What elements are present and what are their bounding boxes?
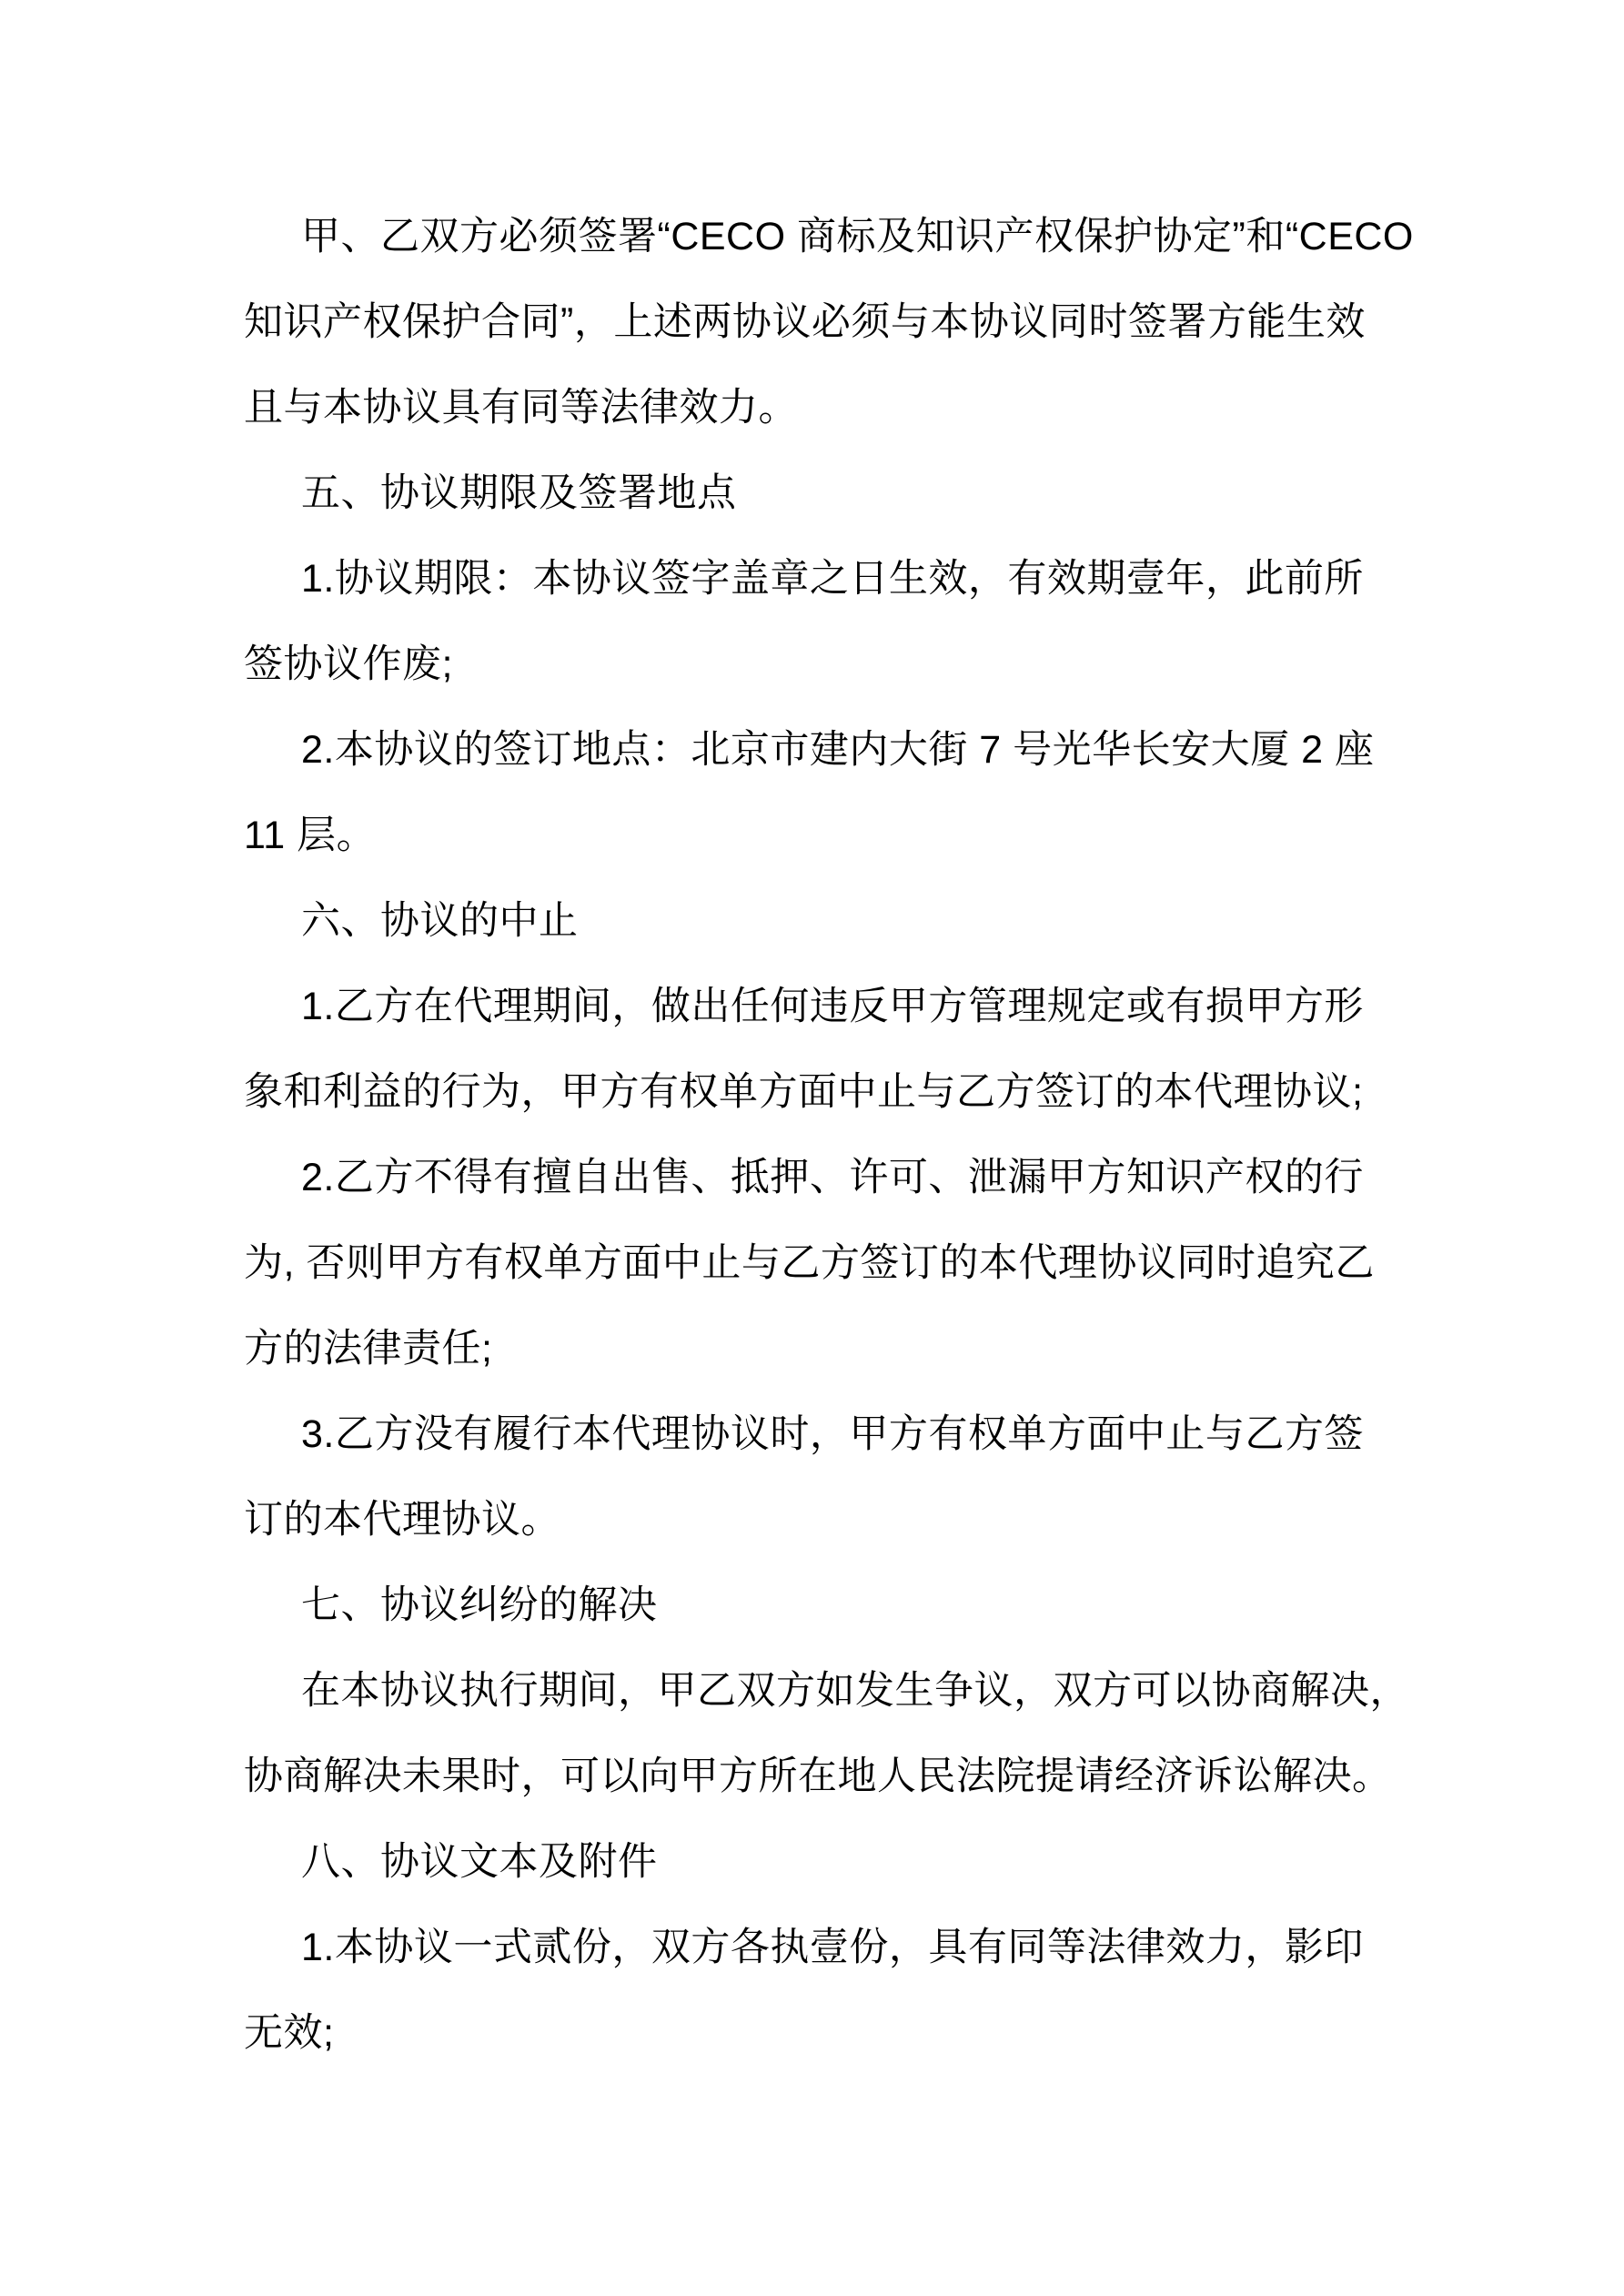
text-line: 五、协议期限及签署地点 xyxy=(301,471,737,515)
text-line: 3.乙方没有履行本代理协议时，甲方有权单方面中止与乙方签 xyxy=(301,1412,1364,1456)
text-line: 11 层。 xyxy=(244,814,377,857)
text-line: 象和利益的行为，甲方有权单方面中止与乙方签订的本代理协议; xyxy=(244,1070,1364,1114)
text-line: 八、协议文本及附件 xyxy=(301,1840,658,1884)
text-line: 在本协议执行期间，甲乙双方如发生争议，双方可以协商解决， xyxy=(301,1669,1409,1713)
text-line: 知识产权保护合同”，上述两协议必须与本协议同时签署方能生效 xyxy=(244,300,1366,344)
text-line: 签协议作废; xyxy=(244,642,453,686)
text-line: 六、协议的中止 xyxy=(301,899,579,943)
text-line: 方的法律责任; xyxy=(244,1327,493,1371)
text-line: 且与本协议具有同等法律效力。 xyxy=(244,386,798,430)
text-line: 协商解决未果时，可以向甲方所在地人民法院提请经济诉讼解决。 xyxy=(244,1755,1392,1798)
text-line: 甲、乙双方必须签署“CECO 商标及知识产权保护协定”和“CECO xyxy=(301,215,1414,258)
text-line: 1.协议期限：本协议签字盖章之日生效，有效期壹年，此前所 xyxy=(301,557,1364,601)
text-line: 无效; xyxy=(244,2011,335,2055)
document-text xyxy=(244,194,1414,2076)
text-line: 1.乙方在代理期间，做出任何违反甲方管理规定或有损甲方形 xyxy=(301,985,1364,1028)
text-line: 订的本代理协议。 xyxy=(244,1498,560,1542)
text-line: 2.本协议的签订地点：北京市建内大街 7 号光华长安大厦 2 座 xyxy=(301,728,1375,772)
text-line: 为, 否则甲方有权单方面中止与乙方签订的本代理协议同时追究乙 xyxy=(244,1241,1375,1285)
text-line: 七、协议纠纷的解决 xyxy=(301,1583,658,1627)
text-line: 2.乙方不得有擅自出售、抵押、许可、泄漏甲方知识产权的行 xyxy=(301,1156,1364,1199)
text-line: 1.本协议一式贰份，双方各执壹份，具有同等法律效力，影印 xyxy=(301,1926,1364,1969)
